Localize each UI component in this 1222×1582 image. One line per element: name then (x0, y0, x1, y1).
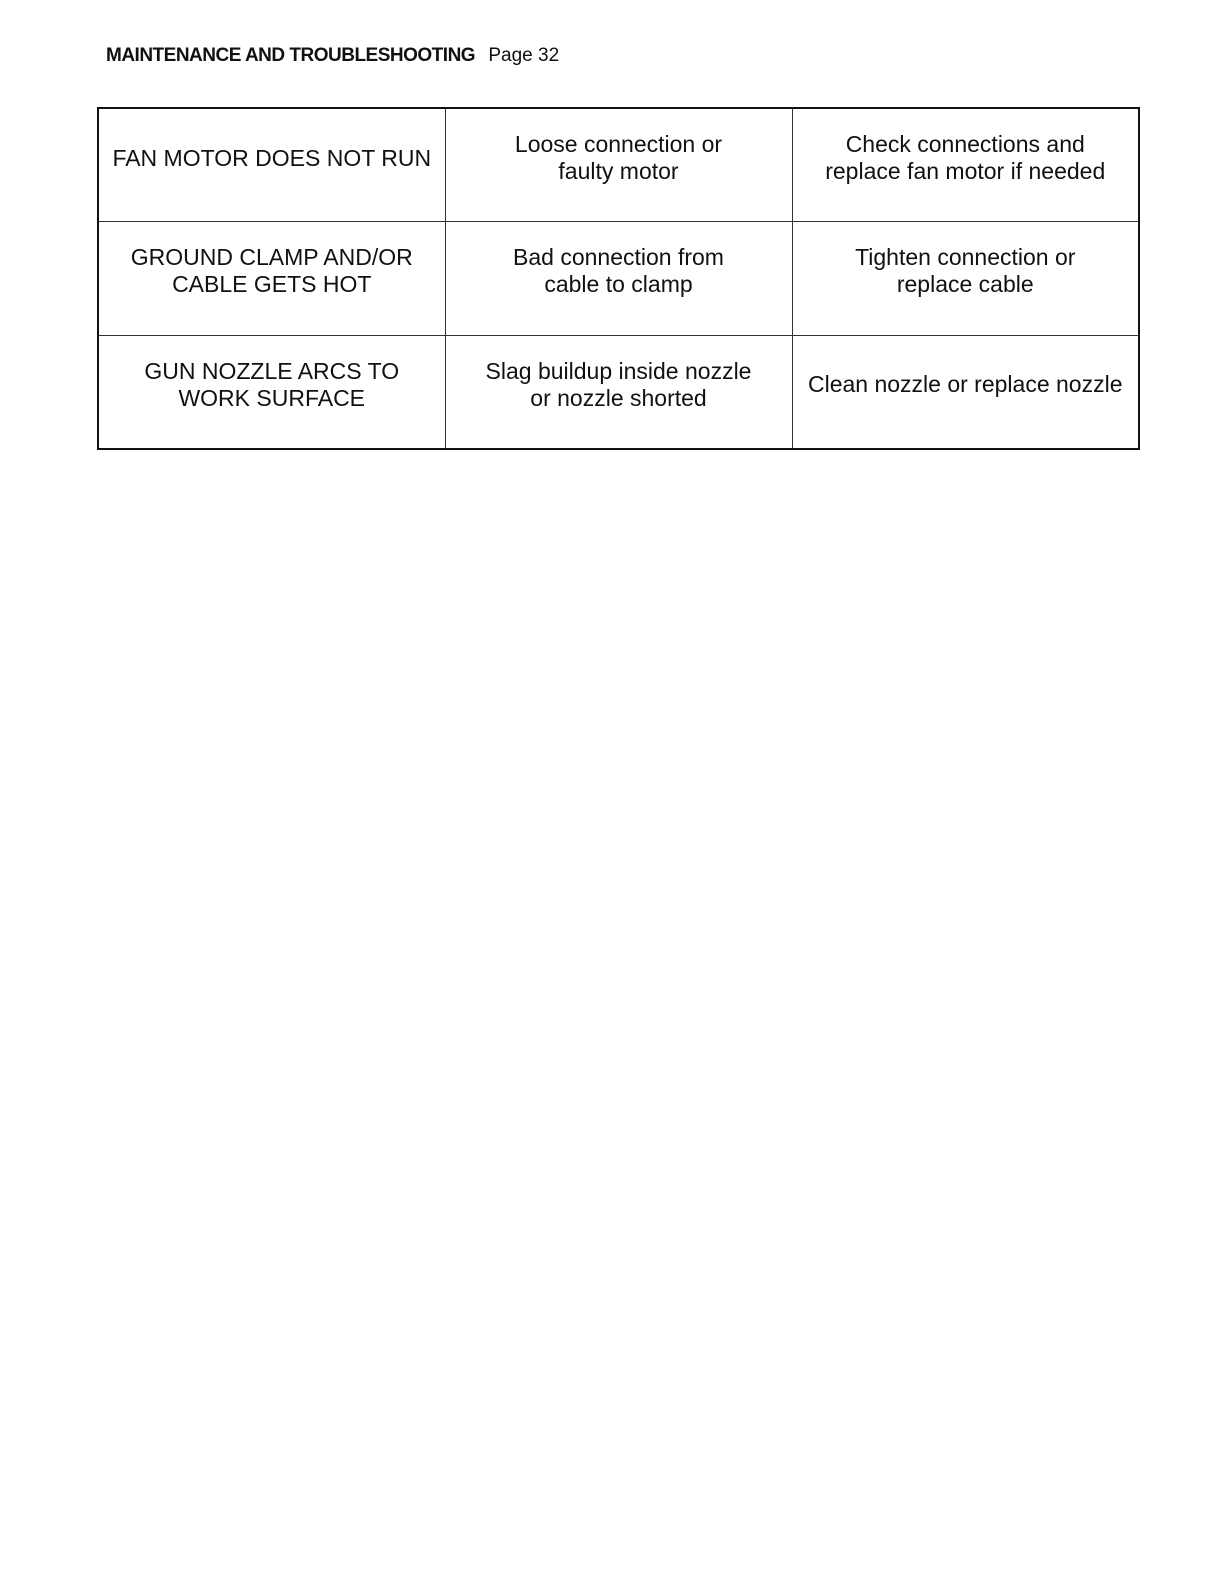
table-row (98, 222, 1139, 336)
page-header (106, 44, 559, 68)
remedy-cell: Check connections and replace fan motor if needed (792, 108, 1139, 222)
remedy-cell: Tighten connection or replace cable (792, 222, 1139, 336)
remedy-cell: Clean nozzle or replace nozzle (792, 335, 1139, 449)
symptom-cell: GUN NOZZLE ARCS TO WORK SURFACE (98, 335, 445, 449)
section-title: MAINTENANCE AND TROUBLESHOOTING (106, 45, 476, 66)
symptom-cell: GROUND CLAMP AND/OR CABLE GETS HOT (98, 222, 445, 336)
cause-cell: Bad connection from cable to clamp (445, 222, 792, 336)
troubleshooting-table (97, 107, 1140, 450)
cause-cell: Slag buildup inside nozzle or nozzle shorted (445, 335, 792, 449)
page-number: Page 32 (488, 45, 560, 66)
table-row (98, 108, 1139, 222)
cause-cell: Loose connection or faulty motor (445, 108, 792, 222)
symptom-cell: FAN MOTOR DOES NOT RUN (98, 108, 445, 222)
table-row (98, 335, 1139, 449)
